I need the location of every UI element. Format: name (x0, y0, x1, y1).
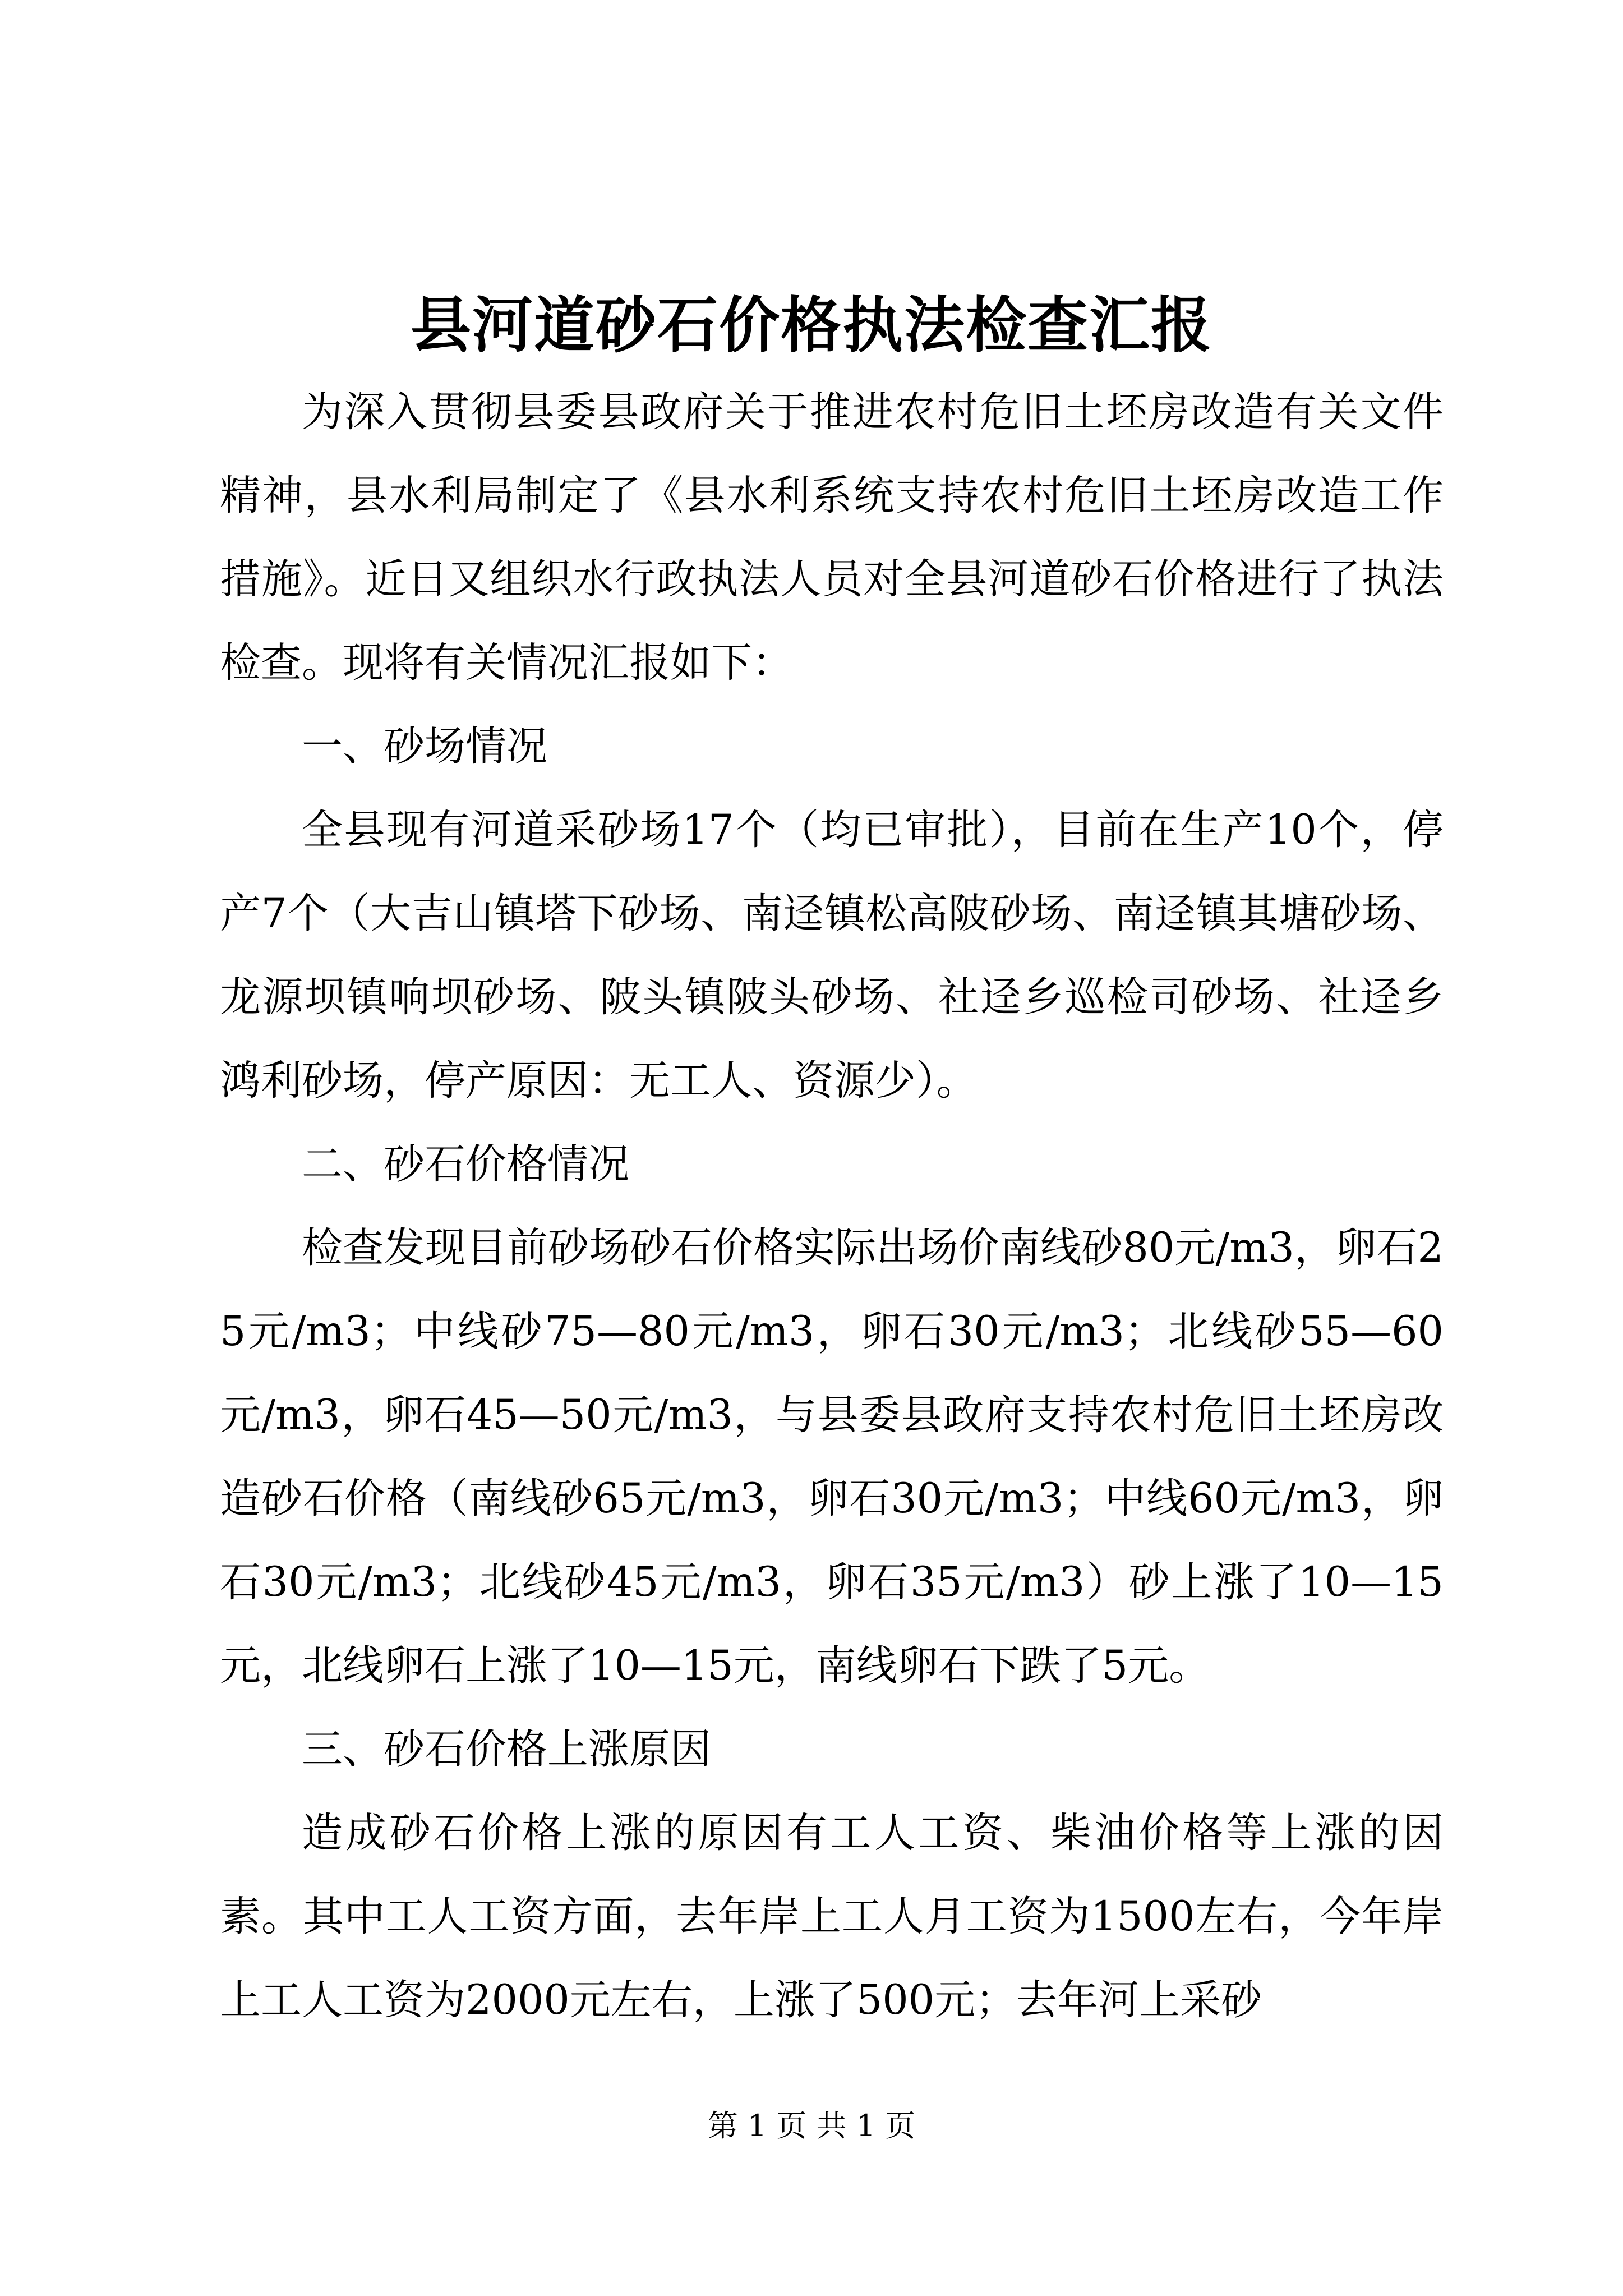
section-heading-3: 三、砂石价格上涨原因 (302, 1726, 711, 1773)
section-heading-2: 二、砂石价格情况 (302, 1140, 629, 1188)
document-body (220, 370, 1444, 2042)
intro-paragraph: 为深入贯彻县委县政府关于推进农村危旧土坯房改造有关文件精神，县水利局制定了《县水利系统支持农村危旧土坯房改造工作措施》。近日又组织水行政执法人员对全县河道砂石价格进行了执法检查。现将有关情况汇报如下： (220, 388, 1444, 687)
section-heading-1: 一、砂场情况 (302, 723, 547, 770)
document-title: 县河道砂石价格执法检查汇报 (410, 290, 1212, 361)
page-footer: 第 1 页 共 1 页 (707, 2108, 916, 2143)
section-paragraph-2: 检查发现目前砂场砂石价格实际出场价南线砂80元/m3，卵石25元/m3；中线砂75—80元/m3，卵石30元/m3；北线砂55—60元/m3，卵石45—50元/m3，与县委县政府支持农村危旧土坯房改造砂石价格（南线砂65元/m3，卵石30元/m3；中线60元/m3，卵石30元/m3；北线砂45元/m3，卵石35元/m3）砂上涨了10—15元，北线卵石上涨了10—15元，南线卵石下跌了5元。 (220, 1224, 1444, 1690)
section-paragraph-1: 全县现有河道采砂场17个（均已审批），目前在生产10个，停产7个（大吉山镇塔下砂场、南迳镇松高陂砂场、南迳镇其塘砂场、龙源坝镇响坝砂场、陂头镇陂头砂场、社迳乡巡检司砂场、社迳乡鸿利砂场，停产原因：无工人、资源少）。 (220, 806, 1444, 1105)
section-paragraph-3: 造成砂石价格上涨的原因有工人工资、柴油价格等上涨的因素。其中工人工资方面，去年岸上工人月工资为1500左右，今年岸上工人工资为2000元左右，上涨了500元；去年河上采砂 (220, 1809, 1444, 2024)
